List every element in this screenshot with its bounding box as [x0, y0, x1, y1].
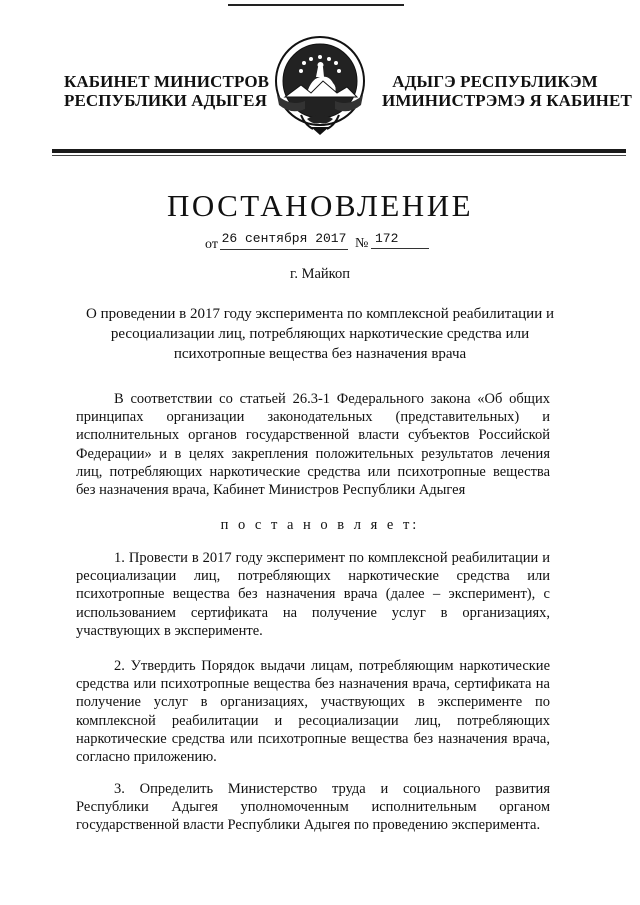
- number-prefix: №: [355, 236, 369, 251]
- document-title: ПОСТАНОВЛЕНИЕ: [166, 188, 474, 223]
- item-3-text: 3. Определить Министерство труда и социального развития Республики Адыгея уполномоченным исполнительным органом государственной власти Республики Адыгея по проведению эксперимента.: [76, 781, 550, 834]
- document-date: 26 сентября 2017: [220, 231, 348, 250]
- document-subject: О проведении в 2017 году эксперимента по комплексной реабилитации и ресоциализации лиц, потребляющих наркотические средства или психотропные вещества без назначения врача: [85, 306, 555, 362]
- header-rule-thin: [52, 155, 626, 156]
- header-right: [382, 72, 632, 110]
- item-2-text: 2. Утвердить Порядок выдачи лицам, потребляющим наркотические средства или психотропные вещества без назначения врача, сертификата на получение услуг в организациях, участвующих в эксперименте по комплексной реабилитации и ресоциализации лиц, потребляющих наркотические средства или психотропные вещества без назначения врача, согласно приложению.: [76, 658, 550, 766]
- decree-word: п о с т а н о в л я е т:: [220, 517, 420, 533]
- city: г. Майкоп: [290, 266, 350, 282]
- intro-text: В соответствии со статьей 26.3-1 Федерального закона «Об общих принципах организации законодательных (представительных) и исполнительных органов государственной власти субъектов Российской Федерации» и в целях закрепления положительных результатов лечения лиц, потребляющих наркотические средства или психотропные вещества без назначения врача, Кабинет Министров Республики Адыгея: [76, 391, 550, 499]
- document-number: 172: [371, 231, 429, 249]
- header-left-line2: РЕСПУБЛИКИ АДЫГЕЯ: [64, 91, 268, 110]
- header-right-line1: АДЫГЭ РЕСПУБЛИКЭМ: [392, 72, 598, 91]
- header-right-line2: ИМИНИСТРЭМЭ Я КАБИНЕТ: [382, 91, 632, 110]
- item-3-paragraph: [76, 780, 550, 835]
- item-1-paragraph: [76, 549, 550, 640]
- item-1-text: 1. Провести в 2017 году эксперимент по комплексной реабилитации и ресоциализации лиц, потребляющих наркотические средства или психотропные вещества без назначения врача (далее – эксперимент), с использованием сертификата на получение услуг в организациях, участвующих в эксперименте.: [76, 550, 550, 639]
- coat-of-arms-icon: [271, 35, 369, 139]
- date-number-line: [205, 231, 445, 253]
- date-prefix: от: [205, 237, 218, 252]
- top-edge-line: [228, 4, 404, 6]
- header-rule-thick: [52, 149, 626, 153]
- header-left: [64, 72, 270, 110]
- intro-paragraph: [76, 390, 550, 499]
- item-2-paragraph: [76, 657, 550, 766]
- header-left-line1: КАБИНЕТ МИНИСТРОВ: [64, 72, 270, 91]
